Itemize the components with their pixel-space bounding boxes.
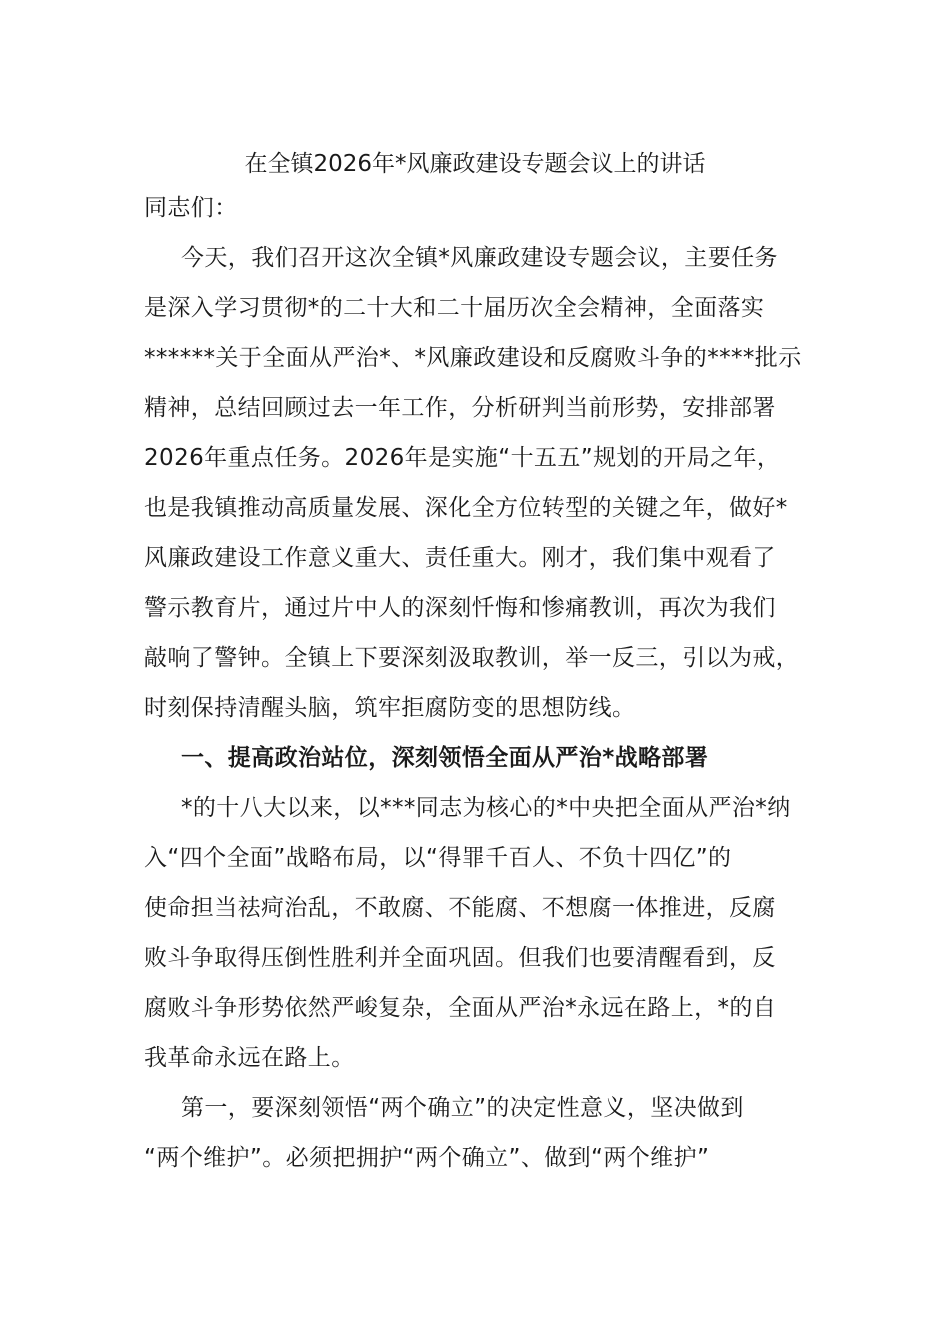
text-line: 我革命永远在路上。 <box>144 1045 355 1071</box>
document-body <box>144 183 804 1183</box>
section-heading-1: 一、提高政治站位，深刻领悟全面从严治*战略部署 <box>181 745 709 771</box>
text-line: 败斗争取得压倒性胜利并全面巩固。但我们也要清醒看到，反 <box>144 945 776 971</box>
salutation: 同志们： <box>144 195 238 221</box>
text-line: 2026年重点任务。2026年是实施“十五五”规划的开局之年， <box>144 445 781 471</box>
text-line: 精神，总结回顾过去一年工作，分析研判当前形势，安排部署 <box>144 395 776 421</box>
text-line: “两个维护”。必须把拥护“两个确立”、做到“两个维护” <box>144 1145 710 1171</box>
text-line: 敲响了警钟。全镇上下要深刻汲取教训，举一反三，引以为戒， <box>144 645 800 671</box>
text-line: 今天，我们召开这次全镇*风廉政建设专题会议，主要任务 <box>181 245 778 271</box>
text-line: 第一，要深刻领悟“两个确立”的决定性意义，坚决做到 <box>181 1095 744 1121</box>
text-line: *的十八大以来，以***同志为核心的*中央把全面从严治*纳 <box>181 795 791 821</box>
text-line: ******关于全面从严治*、*风廉政建设和反腐败斗争的****批示 <box>144 345 802 371</box>
paragraph-3 <box>144 1083 804 1183</box>
text-line: 时刻保持清醒头脑，筑牢拒腐防变的思想防线。 <box>144 695 636 721</box>
text-line: 警示教育片，通过片中人的深刻忏悔和惨痛教训，再次为我们 <box>144 595 776 621</box>
text-line: 也是我镇推动高质量发展、深化全方位转型的关键之年，做好* <box>144 495 788 521</box>
paragraph-1 <box>144 233 804 733</box>
paragraph-2 <box>144 783 804 1083</box>
text-line: 使命担当祛疴治乱，不敢腐、不能腐、不想腐一体推进，反腐 <box>144 895 776 921</box>
text-line: 腐败斗争形势依然严峻复杂，全面从严治*永远在路上，*的自 <box>144 995 777 1021</box>
text-line: 风廉政建设工作意义重大、责任重大。刚才，我们集中观看了 <box>144 545 776 571</box>
text-line: 入“四个全面”战略布局，以“得罪千百人、不负十四亿”的 <box>144 845 732 871</box>
text-line: 是深入学习贯彻*的二十大和二十届历次全会精神，全面落实 <box>144 295 765 321</box>
document-title: 在全镇2026年*风廉政建设专题会议上的讲话 <box>244 151 706 177</box>
